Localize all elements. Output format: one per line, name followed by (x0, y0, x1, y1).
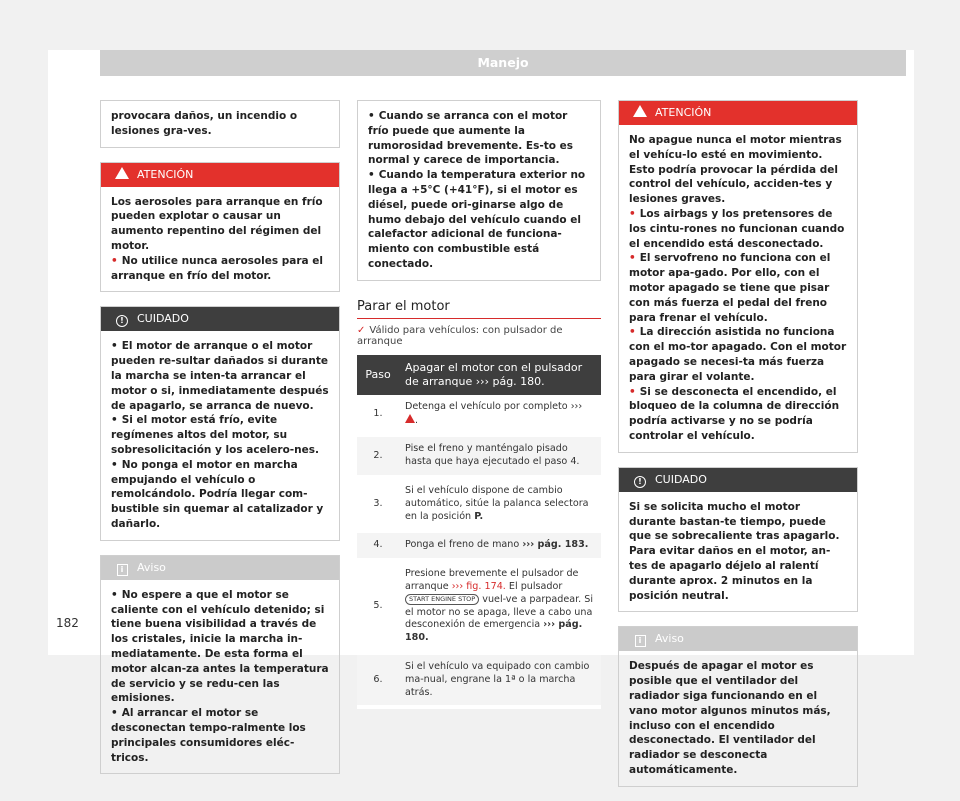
note-bullet: • No espere a que el motor se caliente con el vehículo detenido; si tiene buena visibilidad a través de los cristales, inicie la marcha in-mediatamente. De esta forma el motor alcan-za antes la temperatura de servicio y se redu-cen las emisiones. (111, 588, 329, 705)
note-label: Aviso (655, 632, 684, 646)
warning-box (100, 162, 340, 293)
table-row: 5. Presione brevemente el pulsador de arranque ››› fig. 174. El pulsador START ENGINE STOP vuel-ve a parpadear. Si el motor no se apaga, lleve a cabo una desconexión de emergencia ››› pág. 180. (357, 560, 601, 653)
caution-box (618, 467, 858, 613)
info-icon: i (631, 627, 649, 651)
note-continued-box (357, 100, 601, 281)
warning-bullet: • Los airbags y los pretensores de los cintu-rones no funcionan cuando el encendido está desconectado. (629, 207, 845, 250)
warning-bar (619, 101, 857, 125)
page-number: 182 (56, 616, 79, 630)
checkmark-icon: ✓ (357, 324, 366, 336)
note-box (618, 626, 858, 786)
caution-bullet: • El motor de arranque o el motor pueden re-sultar dañados si durante la marcha se inten-ta arrancar el motor o si, inmediatamente después de apagarlo, se arranca de nuevo. (111, 340, 329, 412)
note-bullet: • Cuando se arranca con el motor frío puede que aumente la rumorosidad brevemente. Es-to es normal y carece de importancia. (368, 110, 573, 167)
warning-label: ATENCIÓN (137, 167, 194, 181)
warning-triangle-icon (631, 101, 649, 125)
col-header-desc: Apagar el motor con el pulsador de arranque ››› pág. 180. (399, 355, 601, 395)
caution-circle-icon: ! (631, 468, 649, 492)
col-header-step: Paso (357, 355, 399, 395)
steps-table (357, 355, 601, 710)
warning-triangle-icon (113, 163, 131, 187)
note-bar (619, 627, 857, 651)
info-icon: i (113, 556, 131, 580)
manual-page (48, 50, 914, 776)
warning-bullet: • La dirección asistida no funciona con el mo-tor apagado. Con el motor apagado se necesi-ta más fuerza para girar el volante. (629, 326, 847, 383)
warning-label: ATENCIÓN (655, 106, 712, 119)
bullet-icon: • (111, 254, 118, 267)
page-ref-link[interactable]: ››› pág. 183. (522, 539, 589, 551)
table-row: 2. Pise el freno y manténgalo pisado hasta que haya ejecutado el paso 4. (357, 435, 601, 477)
page-ref-link[interactable]: ››› pág. 180. (405, 619, 583, 644)
caution-circle-icon: ! (113, 307, 131, 331)
note-label: Aviso (137, 560, 166, 574)
section-title: Parar el motor (357, 299, 601, 319)
note-bullet: • Cuando la temperatura exterior no llega a +5°C (+41°F), si el motor es diésel, puede ori-ginarse algo de humo debajo del vehículo cuando el calefactor adicional de funciona-miento con combustible está conectado. (368, 169, 586, 270)
figure-ref-link[interactable]: ››› fig. 174. (451, 580, 506, 592)
validity-note: ✓ Válido para vehículos: con pulsador de arranque (357, 324, 563, 347)
note-bar (101, 556, 339, 580)
caution-bar (101, 307, 339, 331)
note-text: Después de apagar el motor es posible que el ventilador del radiador siga funcionando en el vano motor algunos minutos más, incluso con el encendido desconectado. El ventilador del radiador se desconecta automáticamente. (629, 660, 831, 776)
column-3 (618, 100, 858, 801)
table-row: 6. Si el vehículo va equipado con cambio ma-nual, engrane la 1ª o la marcha atrás. (357, 653, 601, 707)
start-stop-key: START ENGINE STOP (405, 594, 479, 605)
warning-bar (101, 163, 339, 187)
warning-bullet: • No utilice nunca aerosoles para el arranque en frío del motor. (111, 254, 323, 282)
column-1 (100, 100, 340, 788)
intro-box (100, 100, 340, 148)
table-row: 1. Detenga el vehículo por completo ››› . (357, 395, 601, 436)
note-bullet: • Al arrancar el motor se desconectan tempo-ralmente los principales consumidores eléc-tricos. (111, 707, 306, 764)
caution-label: CUIDADO (655, 472, 707, 486)
warning-box (618, 100, 858, 453)
warning-text: No apague nunca el motor mientras el vehícu-lo esté en movimiento. Esto podría provocar la pérdida del control del vehículo, acciden-tes y lesiones graves. (629, 134, 842, 206)
warning-triangle-icon (405, 414, 415, 423)
caution-bullet: • Si el motor está frío, evite regímenes altos del motor, su sobresolicitación y los acelero-nes. (111, 414, 319, 456)
table-row: 4. Ponga el freno de mano ››› pág. 183. (357, 531, 601, 560)
caution-bullet: • No ponga el motor en marcha empujando el vehículo o remolcándolo. Podría llegar com-bustible sin quemar al catalizador y dañarlo. (111, 458, 324, 530)
warning-bullet: • El servofreno no funciona con el motor apa-gado. Por ello, con el motor apagado se tiene que pisar con más fuerza el pedal del freno para frenar el vehículo. (629, 252, 831, 324)
note-box (100, 555, 340, 775)
warning-text: Los aerosoles para arranque en frío pueden explotar o causar un aumento repentino del régimen del motor. (111, 195, 323, 252)
column-2 (357, 100, 601, 709)
warning-bullet: • Si se desconecta el encendido, el bloqueo de la columna de dirección podría activarse y no se podría controlar el vehículo. (629, 385, 840, 442)
caution-text: Si se solicita mucho el motor durante bastan-te tiempo, puede que se sobrecaliente tras apagarlo. Para evitar daños en el motor, an-tes de apagarlo déjelo al ralentí durante aprox. 2 minutos en la posición neutral. (629, 500, 840, 602)
caution-label: CUIDADO (137, 312, 189, 326)
caution-box (100, 306, 340, 540)
page-header: Manejo (100, 50, 906, 76)
caution-bar (619, 468, 857, 492)
intro-text: provocara daños, un incendio o lesiones gra-ves. (111, 110, 298, 137)
table-row: 3. Si el vehículo dispone de cambio automático, sitúe la palanca selectora en la posición P. (357, 477, 601, 531)
